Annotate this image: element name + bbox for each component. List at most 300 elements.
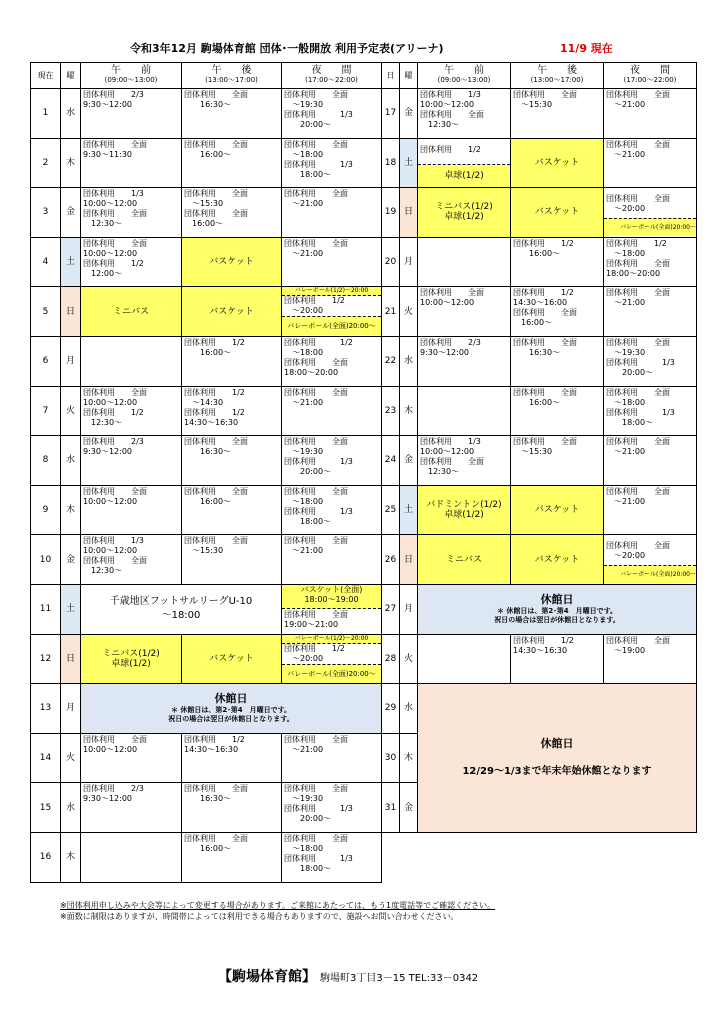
slot-text [604,535,696,565]
slot-line: 団体利用 全面 [606,194,670,204]
day-number: 31 [382,783,400,833]
slot-line: 団体利用 1/3 [284,804,353,814]
header-am: 午 前 (09:00～13:00) [418,63,511,89]
slot-line: 団体利用 全面 [513,437,577,447]
slot-text [282,436,381,478]
slot-text [604,238,696,280]
event-cell [81,584,282,634]
evening-cell [604,138,697,188]
weekday: 金 [61,535,81,585]
evening-cell [604,89,697,139]
closed-cell [81,684,382,734]
event-label: ミニバス(1/2) 卓球(1/2) [435,202,493,223]
slot-text [282,238,381,260]
slot-line: 12:30～ [83,219,123,229]
slot-line: 団体利用 1/2 [184,387,245,397]
slot-line: 団体利用 全面 [513,337,577,347]
slot-line: 団体利用 全面 [184,90,248,99]
slot-text [81,833,181,835]
event-label [282,585,381,609]
event-label: バスケット [209,257,254,268]
slot-line: 団体利用 全面 [606,437,670,447]
slot-line: 団体利用 1/2 [184,407,245,417]
slot-line: 16:00～ [513,397,561,407]
slot-line: 10:00～12:00 [420,447,475,457]
slot-line: 団体利用 1/2 [513,635,574,645]
slot-text [282,644,381,664]
slot-line: 団体利用 全面 [284,833,348,843]
event-cell [182,237,282,287]
slot-line: 団体利用 全面 [420,288,484,298]
am-cell [81,237,182,287]
header-pm: 午 後 (13:00～17:00) [182,63,282,89]
evening-cell [282,832,382,882]
slot-text [511,89,603,111]
slot-text [182,337,281,359]
slot-line: 10:00～12:00 [83,496,138,506]
table-row [31,634,382,684]
slot-line: ～18:00 [284,347,324,357]
weekday: 土 [400,485,418,535]
slot-line: ～15:30 [184,199,224,209]
slot-text [604,188,696,218]
slot-text [418,337,510,359]
closed-note: 祝日の場合は翌日が休館日となります。 [168,715,294,724]
table-row [382,584,697,634]
evening-cell [282,733,382,783]
slot-line: 団体利用 1/3 [83,536,144,546]
table-row [31,287,382,337]
slot-text [282,296,381,316]
am-cell [81,535,182,585]
evening-cell [282,386,382,436]
slot-line: ～14:30 [184,397,224,407]
slot-text [282,734,381,756]
event-cell [182,634,282,684]
slot-line: ～19:00 [606,645,646,655]
slot-line: 10:00～12:00 [83,744,138,754]
table-row [31,733,382,783]
pm-cell [511,634,604,684]
header-am: 午 前 (09:00～13:00) [81,63,182,89]
day-number: 23 [382,386,400,436]
slot-line: ～18:00 [606,248,646,258]
slot-line: 9:30～12:00 [83,794,133,804]
closed-note: ＊ 休館日は、第2･第4 月曜日です。 [496,607,618,616]
slot-text [182,387,281,429]
slot-line: ～21:00 [606,496,646,506]
pm-cell [511,287,604,337]
slot-line: ～18:00 [284,496,324,506]
slot-text [604,89,696,111]
slot-line: 16:30～ [184,100,232,109]
day-number: 15 [31,783,61,833]
slot-line: 18:00～ [284,516,332,526]
slot-line: 団体利用 1/3 [606,357,675,367]
slot-text [604,436,696,458]
slot-line: 16:00～ [513,248,561,258]
evening-cell [282,535,382,585]
day-number: 25 [382,485,400,535]
pm-cell [511,386,604,436]
weekday: 水 [61,89,81,139]
slot-line: 団体利用 全面 [184,486,248,496]
slot-line: 団体利用 全面 [83,734,147,744]
slot-line: 団体利用 全面 [606,258,670,268]
slot-line: ～19:30 [284,447,324,457]
table-row [382,386,697,436]
slot-line: 団体利用 2/3 [83,437,144,447]
am-cell [418,634,511,684]
slot-line: ～19:30 [284,100,324,109]
slot-line: 20:00～ [284,814,332,824]
event-label: バスケット [534,505,580,516]
schedule-table-right [381,62,697,833]
slot-line: 12:30～ [420,467,460,477]
table-row [382,336,697,386]
am-cell [81,336,182,386]
slot-line: 団体利用 1/3 [284,506,353,516]
slot-line: 団体利用 全面 [606,635,670,645]
day-number: 2 [31,138,61,188]
slot-line: 16:00～ [184,496,232,506]
slot-line: 18:00～ [284,863,332,873]
am-cell [418,386,511,436]
slot-line: 団体利用 全面 [184,209,248,219]
am-cell [81,485,182,535]
slot-line: ～21:00 [606,447,646,457]
weekday: 月 [400,237,418,287]
slot-line: 団体利用 1/2 [420,144,481,154]
slot-text [182,89,281,111]
slot-line: ～15:30 [513,447,553,457]
am-cell [418,336,511,386]
table-row [31,237,382,287]
evening-cell [604,386,697,436]
slot-line: 団体利用 全面 [606,486,670,496]
day-number: 30 [382,733,400,783]
pm-cell [182,336,282,386]
slot-text [81,535,181,577]
slot-text [282,139,381,181]
evening-cell [604,535,697,585]
slot-text [418,387,510,389]
am-cell [81,188,182,238]
weekday: 日 [61,287,81,337]
evening-cell [282,237,382,287]
closed-title: 休館日 [214,692,248,706]
slot-line: 団体利用 全面 [606,337,670,347]
day-number: 5 [31,287,61,337]
slot-line: ～19:30 [284,794,324,804]
slot-text [81,486,181,508]
table-row [31,783,382,833]
day-number: 1 [31,89,61,139]
header-weekday: 曜 [400,63,418,89]
slot-line: ～20:00 [606,551,646,561]
slot-line: ～21:00 [284,199,324,209]
event-label: ミニバス [445,554,482,565]
evening-cell [604,634,697,684]
slot-text [604,337,696,379]
slot-line: 団体利用 全面 [284,139,348,149]
slot-line: 団体利用 1/2 [513,288,574,298]
weekday: 月 [400,584,418,634]
weekday: 木 [400,386,418,436]
day-number: 3 [31,188,61,238]
table-header [382,63,697,89]
slot-line: 団体利用 全面 [83,139,147,149]
slot-line: 20:00～ [284,120,332,129]
pm-cell [511,89,604,139]
slot-line: 団体利用 全面 [284,734,348,744]
slot-text [511,635,603,657]
table-row [31,386,382,436]
slot-line: 団体利用 1/3 [284,457,353,467]
closed-title: 休館日 [540,593,574,607]
slot-line: 団体利用 1/3 [284,853,353,863]
evening-cell [604,188,697,238]
event-label: バレーボール(全面)20:00～ [282,316,381,335]
slot-line: 団体利用 1/2 [606,238,667,248]
slot-text [182,139,281,161]
am-cell [81,386,182,436]
table-row [31,138,382,188]
slot-line: 16:00～ [184,149,232,159]
event-line: 18:00～19:00 [304,594,359,604]
slot-line: 団体利用 1/2 [184,734,245,744]
slot-text [511,287,603,329]
event-label: バレーボール(1/2)～20:00 [282,635,381,644]
slot-line: ～21:00 [606,100,646,109]
event-label: バレーボール(全面)20:00～ [604,218,696,236]
event-label: バスケット [534,207,580,218]
event-cell [511,535,604,585]
slot-text [511,337,603,359]
pm-cell [511,336,604,386]
slot-line: 団体利用 1/2 [184,337,245,347]
slot-text [418,635,510,637]
table-row [382,535,697,585]
header-evening: 夜 間 (17:00～22:00) [604,63,697,89]
day-number: 13 [31,684,61,734]
slot-line: 10:00～12:00 [420,298,475,308]
evening-cell [604,436,697,486]
day-number: 29 [382,684,400,734]
slot-line: 団体利用 全面 [284,90,348,99]
slot-line: 団体利用 1/3 [83,189,144,199]
weekday: 水 [400,336,418,386]
weekday: 金 [400,89,418,139]
slot-text [604,486,696,508]
slot-line: 団体利用 全面 [284,784,348,794]
evening-cell [604,336,697,386]
evening-cell [282,138,382,188]
slot-line: 16:00～ [513,318,553,328]
pm-cell [511,237,604,287]
slot-text [604,139,696,161]
slot-text [182,535,281,557]
table-row [31,684,382,734]
slot-line: ～18:00 [284,149,324,159]
slot-line: 16:30～ [513,347,561,357]
slot-text [282,188,381,210]
weekday: 金 [61,188,81,238]
table-row [31,485,382,535]
slot-line: 団体利用 全面 [606,288,670,298]
table-row [382,188,697,238]
table-row [31,584,382,634]
slot-line: 団体利用 全面 [284,387,348,397]
am-cell [81,89,182,139]
slot-text [182,188,281,230]
am-cell [418,287,511,337]
event-label: 卓球(1/2) [418,165,510,187]
weekday: 木 [61,138,81,188]
slot-line: ～20:00 [284,653,324,663]
slot-line: 団体利用 1/2 [284,337,353,347]
weekday: 金 [400,436,418,486]
header-day: 日 [382,63,400,89]
slot-line: 団体利用 2/3 [83,90,144,99]
event-label: バスケット [209,653,254,664]
table-row [31,188,382,238]
evening-cell [604,287,697,337]
note-line: ※面数に制限はありますが、時間帯によっては利用できる場合もありますので、施設へお問い合わせください。 [60,912,459,921]
header-pm: 午 後 (13:00～17:00) [511,63,604,89]
slot-line: 団体利用 全面 [184,536,248,546]
day-number: 9 [31,485,61,535]
closed-note: ＊ 休館日は、第2･第4 月曜日です。 [170,706,292,715]
slot-line: ～21:00 [606,149,646,159]
pm-cell [511,436,604,486]
closed-note: 祝日の場合は翌日が休館日となります。 [494,616,620,625]
header-evening: 夜 間 (17:00～22:00) [282,63,382,89]
as-of-date: 11/9 現在 [560,42,613,55]
slot-line: 団体利用 全面 [513,90,577,99]
am-cell [418,436,511,486]
slot-line: 団体利用 1/2 [83,258,144,268]
table-row [382,485,697,535]
slot-line: 12:30～ [83,417,123,427]
day-number: 18 [382,138,400,188]
weekday: 火 [61,386,81,436]
am-cell [418,237,511,287]
slot-line: 9:30～12:00 [83,447,133,457]
day-number: 11 [31,584,61,634]
header-weekday: 曜 [61,63,81,89]
table-row [382,89,697,139]
slot-line: 団体利用 1/3 [606,407,675,417]
slot-line: 10:00～12:00 [83,397,138,407]
table-row [382,634,697,684]
weekday: 月 [61,336,81,386]
slot-text [604,635,696,657]
slot-text [511,387,603,409]
slot-line: 団体利用 全面 [284,357,348,367]
evening-cell [282,336,382,386]
event-cell [511,138,604,188]
slot-text [182,486,281,508]
weekday: 火 [400,287,418,337]
slot-line: 団体利用 全面 [83,209,147,219]
slot-text [81,436,181,458]
am-cell [418,138,511,188]
slot-line: 団体利用 1/3 [284,110,353,119]
slot-line: 18:00～20:00 [284,367,339,377]
slot-text [282,486,381,528]
pm-cell [182,89,282,139]
slot-text [604,287,696,309]
day-number: 26 [382,535,400,585]
year-end-closed-cell [418,684,697,833]
slot-text [604,387,696,429]
slot-line: 団体利用 1/3 [284,159,353,169]
event-label: 千歳地区フットサルリーグU-10 ～18:00 [109,596,253,622]
weekday: 日 [400,188,418,238]
slot-line: ～18:00 [284,843,324,853]
event-cell [81,634,182,684]
event-label: バレーボール(1/2)～20:00 [282,287,381,296]
am-cell [81,436,182,486]
slot-text [81,337,181,339]
slot-text [282,89,381,131]
slot-line: 団体利用 全面 [284,536,348,546]
slot-line: ～21:00 [606,298,646,308]
slot-line: 12:30～ [420,120,460,129]
slot-line: 16:30～ [184,447,232,457]
event-label: バレーボール(全面)20:00～ [282,664,381,683]
table-row [382,436,697,486]
slot-line: 14:30～16:30 [184,417,239,427]
evening-cell [282,485,382,535]
notes [60,900,495,922]
day-number: 4 [31,237,61,287]
weekday: 木 [400,733,418,783]
evening-cell [282,188,382,238]
evening-cell [282,89,382,139]
slot-line: 団体利用 全面 [606,541,670,551]
weekday: 土 [400,138,418,188]
day-number: 19 [382,188,400,238]
slot-line: 団体利用 1/3 [420,90,481,99]
slot-line: 10:00～12:00 [83,546,138,556]
day-number: 27 [382,584,400,634]
slot-line: 団体利用 全面 [83,238,147,248]
day-number: 7 [31,386,61,436]
slot-text [418,139,510,165]
day-number: 16 [31,832,61,882]
closed-message: 12/29～1/3まで年末年始休館となります [462,766,652,778]
slot-line: 団体利用 全面 [606,387,670,397]
slot-text [81,89,181,111]
weekday: 土 [61,584,81,634]
evening-cell [282,634,382,684]
slot-text [418,238,510,240]
event-label: バドミントン(1/2) 卓球(1/2) [426,500,502,521]
slot-text [418,436,510,478]
slot-line: 20:00～ [284,467,332,477]
note-line: ※団体利用申し込みや大会等によって変更する場合があります。ご来館にあたっては、もう1度電話等でご確認ください。 [60,901,496,910]
slot-line: ～15:30 [184,546,224,556]
slot-line: 16:00～ [184,843,232,853]
day-number: 17 [382,89,400,139]
evening-cell [604,485,697,535]
table-row [382,138,697,188]
slot-line: ～20:00 [606,204,646,214]
weekday: 火 [400,634,418,684]
am-cell [81,733,182,783]
